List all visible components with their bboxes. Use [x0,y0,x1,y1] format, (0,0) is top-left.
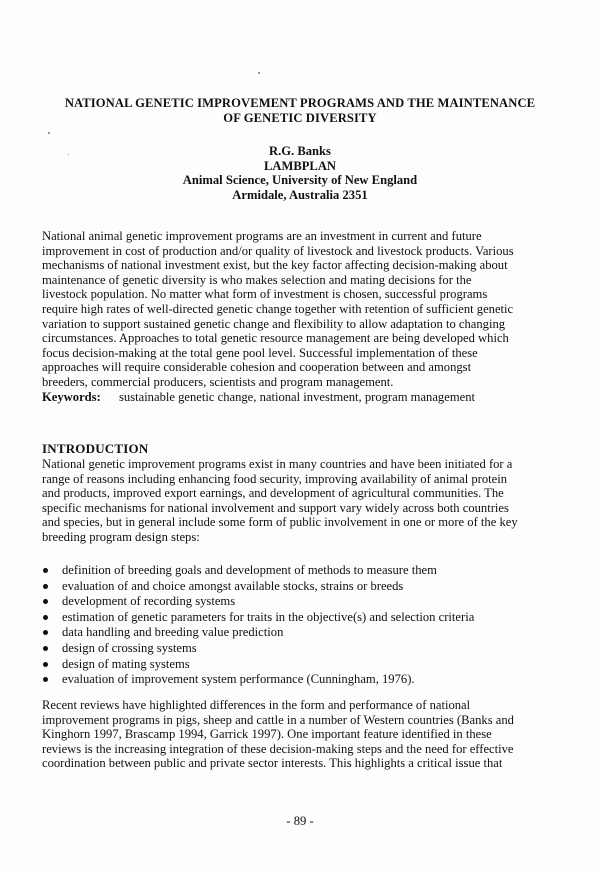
bullet-icon [43,568,48,573]
keywords-line [42,390,572,405]
abstract-line: breeders, commercial producers, scientists and program management. [42,374,394,389]
author-name: R.G. Banks [269,144,331,158]
abstract-line: approaches will require considerable cohesion and cooperation between and amongst [42,360,472,375]
abstract-line: maintenance of genetic diversity is who makes selection and mating decisions for the [42,272,472,287]
list-item-text: development of recording systems [62,594,236,609]
list-item-text: estimation of genetic parameters for traits in the objective(s) and selection criteria [62,609,475,624]
abstract-line: improvement in cost of production and/or quality of livestock and livestock products. Various [42,243,514,258]
author-address: Armidale, Australia 2351 [232,187,368,202]
paragraph-line: National genetic improvement programs exist in many countries and have been initiated for a [42,457,513,471]
title-line: NATIONAL GENETIC IMPROVEMENT PROGRAMS AND THE MAINTENANCE [64,96,536,110]
list-item [42,594,572,610]
page-number: - 89 - [286,814,314,828]
list-item [42,657,572,673]
list-item-text: data handling and breeding value prediction [62,625,284,640]
introduction-paragraph [42,457,572,545]
paragraph-line: Kinghorn 1997, Brascamp 1994, Garrick 1997). One important feature identified in these [42,727,492,742]
abstract-line: National animal genetic improvement programs are an investment in current and future [42,229,482,243]
paragraph-line: range of reasons including enhancing food security, improving availability of animal protein [42,471,508,486]
title-line: OF GENETIC DIVERSITY [223,111,377,125]
scan-speck [48,132,50,134]
list-item [42,672,572,688]
keywords-text: sustainable genetic change, national investment, program management [119,389,476,404]
paragraph-line: specific mechanisms for national involvement and support vary widely across both countries [42,500,509,515]
paragraph-line: breeding program design steps: [42,529,200,544]
list-item [42,641,572,657]
recent-reviews-paragraph [42,698,572,771]
scan-speck [258,72,260,74]
design-steps-list [42,563,572,688]
bullet-icon [43,677,48,682]
list-item [42,579,572,595]
abstract-line: focus decision-making at the total gene pool level. Successful implementation of these [42,345,478,360]
abstract-line: require high rates of well-directed genetic change together with retention of sufficient genetic [42,301,514,316]
list-item-text: evaluation of and choice amongst available stocks, strains or breeds [62,578,404,593]
author-department: Animal Science, University of New England [182,173,418,188]
list-item [42,625,572,641]
abstract [42,229,572,404]
list-item-text: design of crossing systems [62,640,197,655]
keywords-label: Keywords: [42,389,101,404]
section-heading-introduction: INTRODUCTION [42,441,149,456]
bullet-icon [43,646,48,651]
paragraph-line: coordination between public and private sector interests. This highlights a critical issue that [42,756,503,771]
paper-title [40,96,560,126]
list-item [42,563,572,579]
list-item-text: design of mating systems [62,656,190,671]
bullet-icon [43,599,48,604]
author-block [40,144,560,202]
abstract-line: circumstances. Approaches to total genetic resource management are being developed which [42,331,509,346]
paragraph-line: reviews is the increasing integration of these decision-making steps and the need for effective [42,741,514,756]
paragraph-line: and species, but in general include some form of public involvement in one or more of the key [42,515,518,530]
author-organization: LAMBPLAN [263,158,337,173]
paragraph-line: improvement programs in pigs, sheep and cattle in a number of Western countries (Banks and [42,712,514,727]
abstract-line: livestock population. No matter what form of investment is chosen, successful programs [42,287,488,302]
bullet-icon [43,615,48,620]
list-item [42,610,572,626]
bullet-icon [43,662,48,667]
bullet-icon [43,584,48,589]
paragraph-line: Recent reviews have highlighted differences in the form and performance of national [42,698,471,712]
paragraph-line: and products, improved export earnings, and development of agricultural communities. The [42,486,504,501]
list-item-text: evaluation of improvement system performance (Cunningham, 1976). [62,672,415,687]
list-item-text: definition of breeding goals and development of methods to measure them [62,563,437,577]
bullet-icon [43,630,48,635]
abstract-line: variation to support sustained genetic change and flexibility to allow adaptation to changing [42,316,506,331]
abstract-line: mechanisms of national investment exist, but the key factor affecting decision-making about [42,258,508,273]
